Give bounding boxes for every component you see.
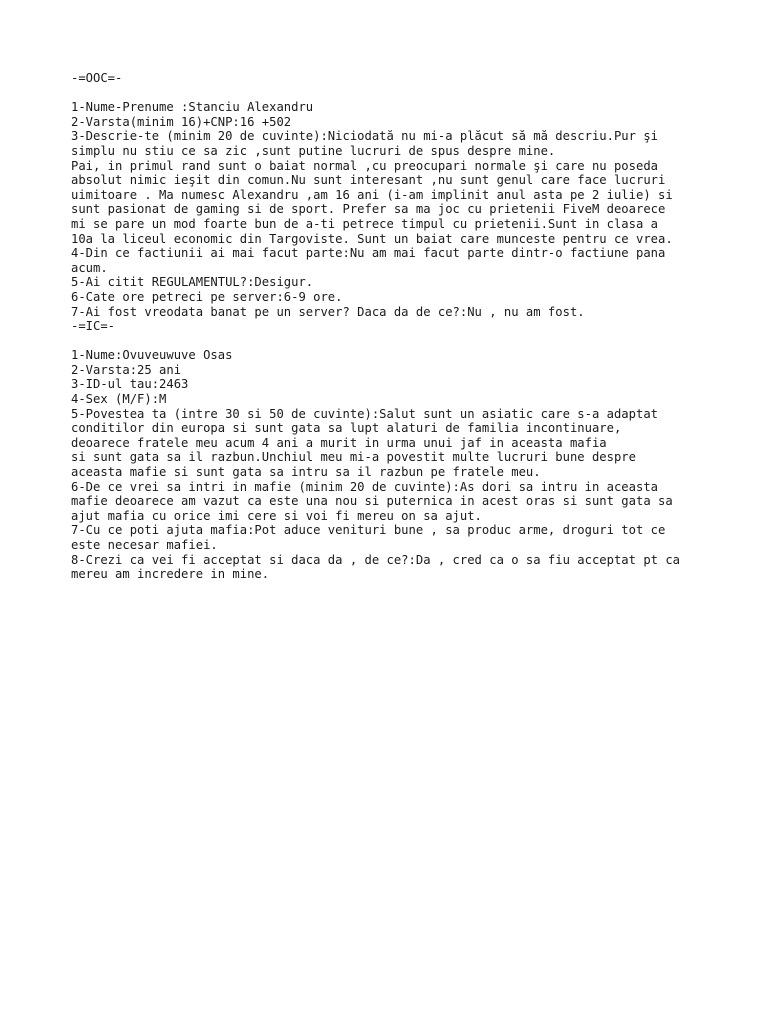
ic-id-line: 3-ID-ul tau:2463 xyxy=(71,377,189,392)
ic-age-line: 2-Varsta:25 ani xyxy=(71,362,182,377)
ooc-describe-line: sunt pasionat de gaming si de sport. Prefer sa ma joc cu prietenii FiveM deoarece xyxy=(71,202,666,217)
ic-why-mafia-line: 6-De ce vrei sa intri in mafie (minim 20 de cuvinte):As dori sa intru in aceasta xyxy=(71,479,658,494)
ooc-banned-line: 7-Ai fost vreodata banat pe un server? Daca da de ce?:Nu , nu am fost. xyxy=(71,304,585,319)
ooc-describe-line: Pai, in primul rand sunt o baiat normal ,cu preocupari normale şi care nu poseda xyxy=(71,158,658,173)
ic-name-line: 1-Nume:Ovuveuwuve Osas xyxy=(71,348,233,363)
ic-help-line: este necesar mafiei. xyxy=(71,538,218,552)
ic-why-mafia-line: mafie deoarece am vazut ca este una nou si puternica in acest oras si sunt gata sa xyxy=(71,494,673,509)
blank-line xyxy=(71,334,761,349)
ooc-describe-line: absolut nimic ieşit din comun.Nu sunt interesant ,nu sunt genul care face lucruri xyxy=(71,173,666,188)
ic-story-line: deoarece fratele meu acum 4 ani a murit in urma unui jaf in aceasta mafia xyxy=(71,435,607,450)
ic-story-line: si sunt gata sa il razbun.Unchiul meu mi-a povestit multe lucruri bune despre xyxy=(71,450,636,465)
ooc-hours-line: 6-Cate ore petreci pe server:6-9 ore. xyxy=(71,289,343,304)
ooc-describe-line: mi se pare un mod foarte bun de a-ti petrece timpul cu prietenii.Sunt in clasa a xyxy=(71,216,658,231)
ooc-rules-line: 5-Ai citit REGULAMENTUL?:Desigur. xyxy=(71,275,314,290)
ooc-describe-line: uimitoare . Ma numesc Alexandru ,am 16 ani (i-am implinit anul asta pe 2 iulie) si xyxy=(71,187,673,202)
ic-accepted-line: 8-Crezi ca vei fi acceptat si daca da , de ce?:Da , cred ca o sa fiu acceptat pt ca xyxy=(71,552,681,567)
ooc-age-line: 2-Varsta(minim 16)+CNP:16 +502 xyxy=(71,114,292,129)
ooc-describe-line: 3-Descrie-te (minim 20 de cuvinte):Niciodată nu mi-a plăcut să mă descriu.Pur şi xyxy=(71,129,658,144)
ic-story-line: aceasta mafie si sunt gata sa intru sa il razbun pe fratele meu. xyxy=(71,465,541,480)
ooc-factions-line: acum. xyxy=(71,260,108,275)
document-text xyxy=(71,71,761,582)
ic-help-line: 7-Cu ce poti ajuta mafia:Pot aduce venituri bune , sa produc arme, droguri tot ce xyxy=(71,523,666,538)
ic-story-line: conditilor din europa si sunt gata sa lupt alaturi de familia incontinuare, xyxy=(71,421,622,436)
ic-header: -=IC=- xyxy=(71,319,116,334)
blank-line xyxy=(71,86,761,101)
ic-story-line: 5-Povestea ta (intre 30 si 50 de cuvinte):Salut sunt un asiatic care s-a adaptat xyxy=(71,406,658,421)
ooc-header: -=OOC=- xyxy=(71,71,123,85)
ooc-factions-line: 4-Din ce factiunii ai mai facut parte:Nu am mai facut parte dintr-o factiune pana xyxy=(71,246,666,261)
ooc-describe-line: simplu nu stiu ce sa zic ,sunt putine lucruri de spus despre mine. xyxy=(71,143,556,158)
ooc-name-line: 1-Nume-Prenume :Stanciu Alexandru xyxy=(71,100,314,115)
ooc-describe-line: 10a la liceul economic din Targoviste. Sunt un baiat care munceste pentru ce vrea. xyxy=(71,231,673,246)
ic-why-mafia-line: ajut mafia cu orice imi cere si voi fi mereu on sa ajut. xyxy=(71,508,482,523)
ic-sex-line: 4-Sex (M/F):M xyxy=(71,392,167,407)
ic-accepted-line: mereu am incredere in mine. xyxy=(71,567,270,582)
